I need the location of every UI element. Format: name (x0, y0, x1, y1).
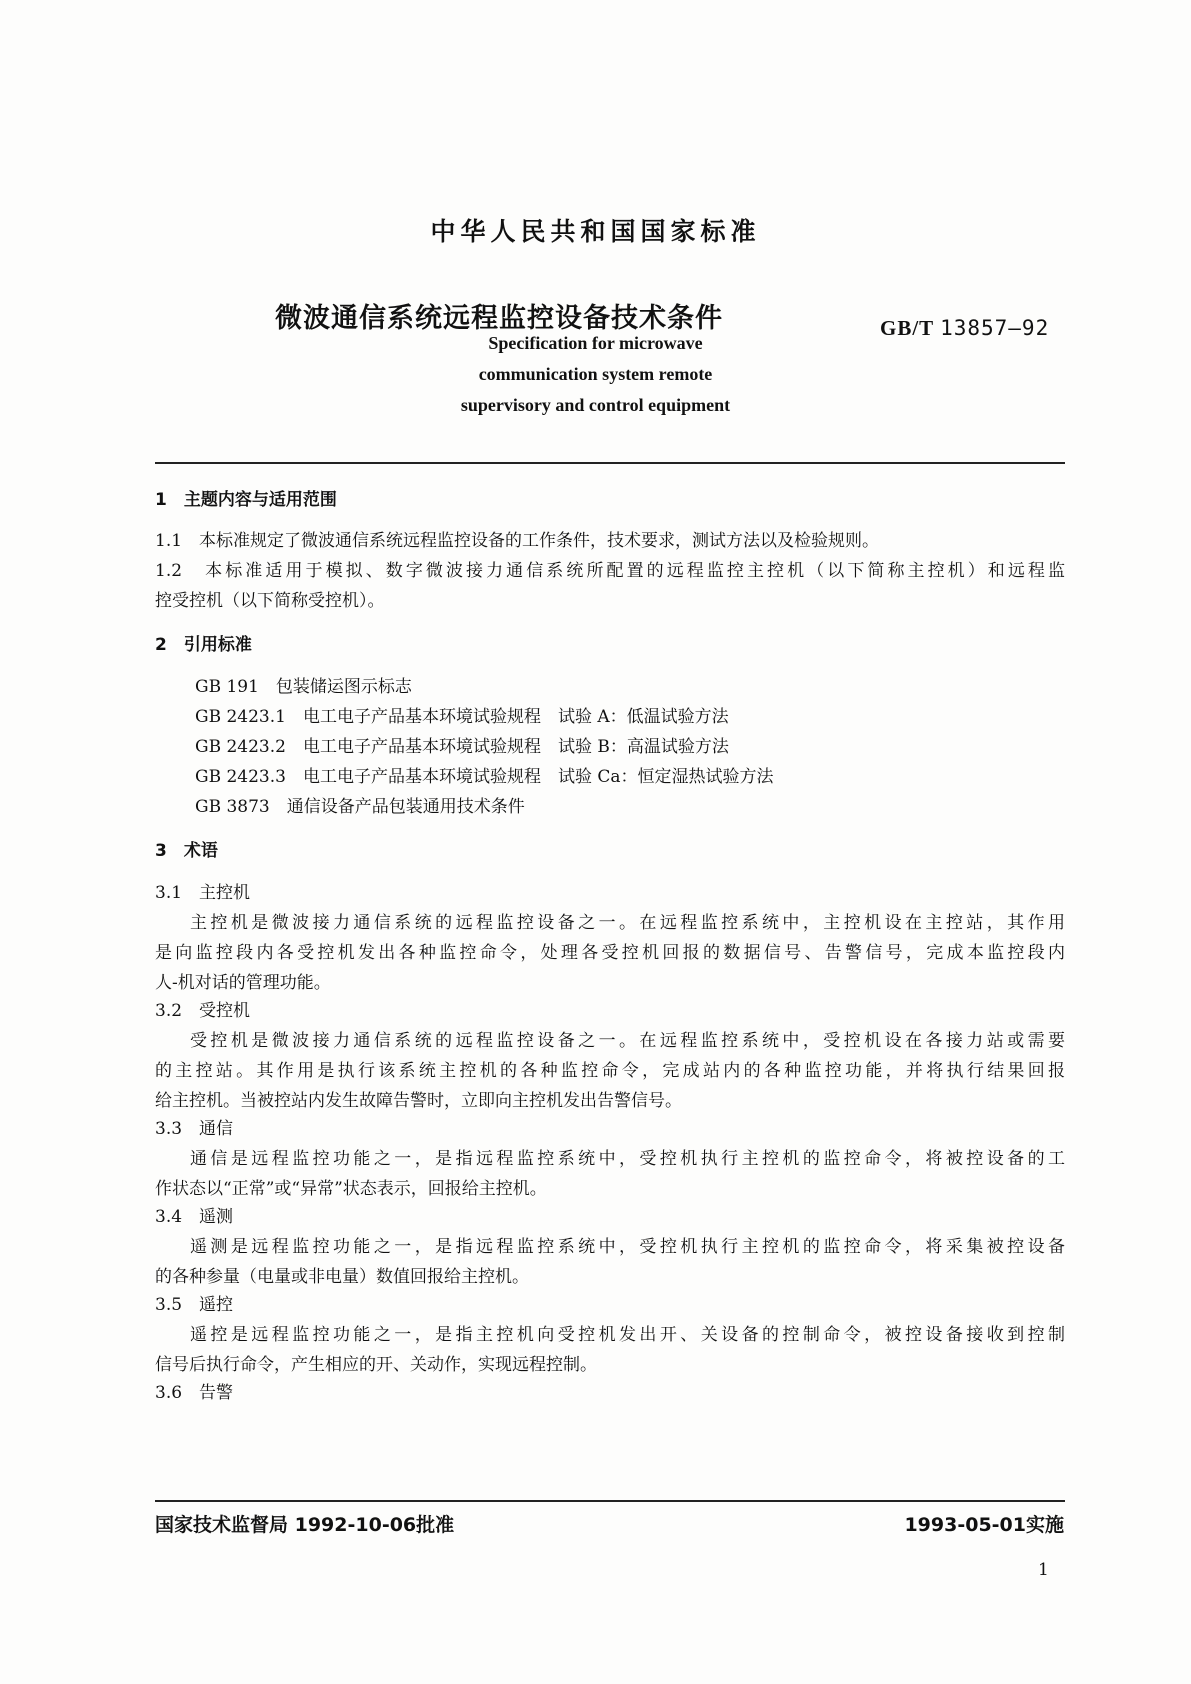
header-divider (155, 462, 1065, 464)
standard-title-en-line-1: Specification for microwave (488, 333, 703, 353)
clause-3-1-title: 3.1 主控机 (155, 883, 251, 903)
standard-title-en-line-2: communication system remote (478, 364, 713, 384)
clause-3-2-title: 3.2 受控机 (155, 1001, 251, 1021)
clause-3-2-text: 受控机是微波接力通信系统的远程监控设备之一。在远程监控系统中，受控机设在各接力站或需要 (190, 1031, 1065, 1051)
clause-3-1-text: 是向监控段内各受控机发出各种监控命令，处理各受控机回报的数据信号、告警信号，完成本监控段内 (155, 943, 1065, 963)
clause-3-5-title: 3.5 遥控 (155, 1295, 234, 1315)
reference-item: GB 2423.2 电工电子产品基本环境试验规程 试验 B：高温试验方法 (195, 737, 729, 757)
clause-3-4-text: 的各种参量（电量或非电量）数值回报给主控机。 (155, 1267, 529, 1287)
reference-item: GB 191 包装储运图示标志 (195, 677, 412, 697)
clause-3-4-title: 3.4 遥测 (155, 1207, 234, 1227)
reference-item: GB 2423.1 电工电子产品基本环境试验规程 试验 A：低温试验方法 (195, 707, 729, 727)
clause-3-4-text: 遥测是远程监控功能之一，是指远程监控系统中，受控机执行主控机的监控命令，将采集被控设备 (190, 1237, 1065, 1257)
clause-3-1-text: 人-机对话的管理功能。 (155, 973, 331, 993)
clause-3-5-text: 遥控是远程监控功能之一，是指主控机向受控机发出开、关设备的控制命令，被控设备接收到控制 (190, 1325, 1065, 1345)
approval-line: 国家技术监督局 1992-10-06批准 (155, 1514, 455, 1536)
clause-3-5-text: 信号后执行命令，产生相应的开、关动作，实现远程控制。 (155, 1355, 597, 1375)
clause-3-3-text: 作状态以“正常”或“异常”状态表示，回报给主控机。 (155, 1179, 547, 1199)
section-3-heading: 3 术语 (155, 841, 218, 861)
clause-3-1-text: 主控机是微波接力通信系统的远程监控设备之一。在远程监控系统中，主控机设在主控站，其作用 (190, 913, 1065, 933)
clause-3-2-text: 的主控站。其作用是执行该系统主控机的各种监控命令，完成站内的各种监控功能，并将执行结果回报 (155, 1061, 1065, 1081)
section-1-heading: 1 主题内容与适用范围 (155, 490, 337, 510)
national-standard-header: 中华人民共和国国家标准 (430, 217, 761, 246)
standard-title-en-line-3: supervisory and control equipment (460, 395, 731, 415)
section-2-heading: 2 引用标准 (155, 635, 252, 655)
standard-prefix: GB/T (880, 316, 934, 340)
page-number: 1 (1038, 1560, 1049, 1580)
implementation-date: 1993-05-01实施 (904, 1514, 1064, 1536)
clause-1-1: 1.1 本标准规定了微波通信系统远程监控设备的工作条件，技术要求，测试方法以及检验规则。 (155, 531, 880, 551)
footer-divider (155, 1500, 1065, 1502)
reference-item: GB 3873 通信设备产品包装通用技术条件 (195, 797, 525, 817)
clause-3-3-title: 3.3 通信 (155, 1119, 234, 1139)
clause-3-6-title: 3.6 告警 (155, 1383, 234, 1403)
reference-item: GB 2423.3 电工电子产品基本环境试验规程 试验 Ca：恒定湿热试验方法 (195, 767, 774, 787)
clause-1-2-line-1: 1.2 本标准适用于模拟、数字微波接力通信系统所配置的远程监控主控机（以下简称主控机）和远程监 (155, 561, 1065, 581)
standard-title-cn: 微波通信系统远程监控设备技术条件 (275, 303, 723, 334)
clause-3-2-text: 给主控机。当被控站内发生故障告警时，立即向主控机发出告警信号。 (155, 1091, 682, 1111)
standard-code: 13857—92 (940, 316, 1050, 340)
clause-3-3-text: 通信是远程监控功能之一，是指远程监控系统中，受控机执行主控机的监控命令，将被控设备的工 (190, 1149, 1065, 1169)
clause-1-2-line-2: 控受控机（以下简称受控机）。 (155, 591, 385, 611)
